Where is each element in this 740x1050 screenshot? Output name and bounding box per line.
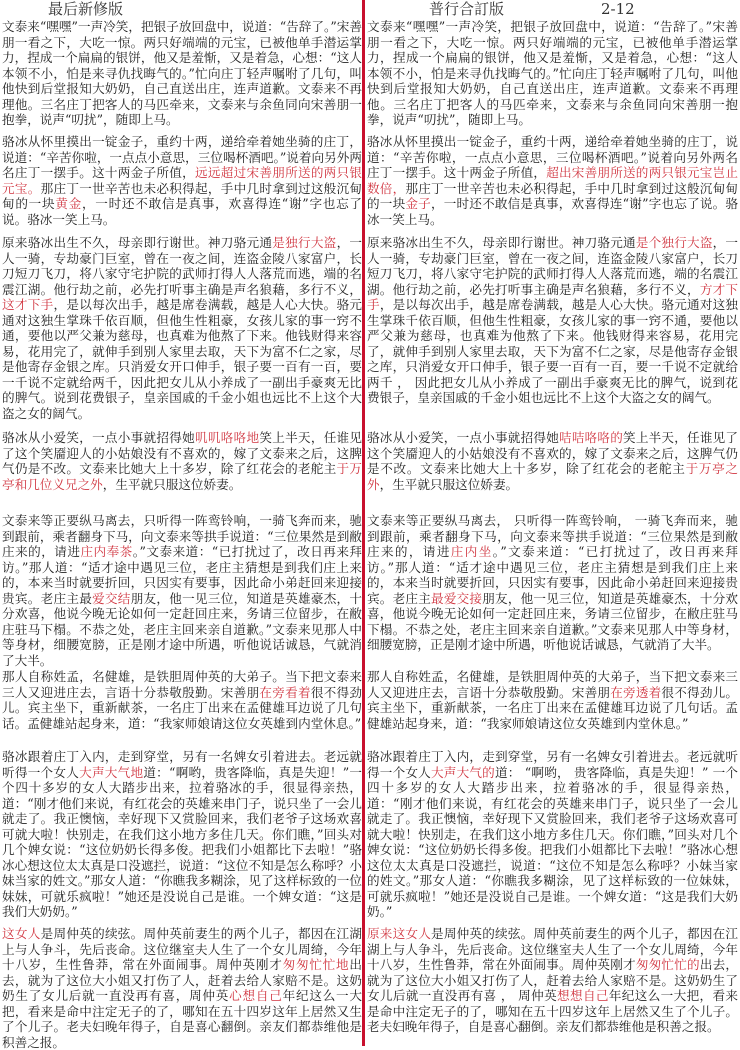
text-segment: 朋友，他一见三位，知道是英雄豪杰，十分欢喜，他说今晚无论如何一定赶回庄来，务请三位留步，在敝庄驻马下榻。不恭之处，老庄主回来亲自道歉。”文泰来见那人中等身材，细腰宽膀，正是刚才途中所遇，听他说话诚恳，气就消了大半。 [367, 590, 739, 652]
revised-text-highlight: 庄内坐 [450, 544, 493, 559]
paragraph-text [367, 926, 738, 1035]
text-segment: 道： “啊哟， 贵客降临，真是失迎！” 一个四十多岁的女人大踏步出来，拉着骆冰的手，很显得亲热，道：“刚才他们来说，有红花会的英雄来串门子，说只坐了一会儿就走了。我正懊恼，幸好现下又赏脸回来，我们老爷子这场欢喜可就大啦！快别走，在我们这小地方多住几天。你们瞧，”回头对几个婢女说：“这位奶奶长得多俊。把我们小姐都比下去啦！”骆冰心想这位太太真是口没遮拦，说道：“这位不知是怎么称呼？小妹当家的姓文。”那女人道：“你瞧我多糊涂，见了这样标致的一位妹妹，可就乐疯啦！”她还是没说自己是谁。一个婢女道：“这是我们大奶奶。” [367, 764, 739, 919]
text-segment: ，是以每次出手，越是席卷满载，越是人心大快。骆元通对这独生掌珠千依百顺，但他生性粗豪，女孩儿家的事一窍不通，要他以严父兼为慈母，也真难为他熬了下来。他钱财得来容易，花用完了，就伸手到别人家里去取，天下为富不仁之家，尽是他寄存金银之库。只消爱女开口伸手，银子要一百有一百，要一千说不定就给两千，因此把女儿从小养成了一副出手豪爽无比的脾气。说到花费银子，皇亲国戚的千金小姐也远比不上这个大盗之女的阔气。 [2, 297, 363, 421]
paragraph-text [2, 430, 362, 492]
text-segment: 文泰来等正要纵马离去， 只听得一阵鸾铃响， 一骑飞奔而来，驰到跟前，乘者翻身下马，向文泰来等拱手说道：“三位果然是到敝庄来的，请进 [367, 513, 738, 559]
text-segment: 。”文泰来道：“已打扰过了，改日再来拜访。”那人道：“适才途中遇见三位，老庄主猜想是到我们庄上来的，本来当时就要折回，只因实有要事，因此命小弟赶回来迎接贵宾。老庄主 [367, 544, 738, 606]
paragraph-text [367, 669, 738, 731]
text-segment: 笑上半天，任谁见了这个笑靥迎人的小姑娘没有不喜欢的，嫁了文泰来之后，这脾气仍是不改。文泰来比她大上十多岁，除了红花会的老舵主 [367, 430, 739, 476]
paragraph-text [367, 513, 738, 653]
paragraph-text [2, 19, 362, 128]
text-segment: 是周仲英的续弦。周仲英前妻生的两个儿子，都因在江湖上与人争斗，先后丧命。这位继室夫人生了一个女儿周绮，今年十八岁，生性鲁莽，常在外面闹事。周仲英刚才 [2, 926, 363, 972]
revised-text-highlight: 超出宋善朋所送的两只银元宝岂止数倍， [367, 165, 739, 196]
column-divider [362, 0, 365, 1046]
right-column-combined-edition [367, 0, 739, 1034]
text-segment: 是周仲英的续弦。周仲英前妻生的两个儿子，都因在江湖上与人争斗，先后丧命。这位继室夫人生了一个女儿周绮，今年十八岁，生性鲁莽，常在外面闹事。周仲英刚才 [367, 926, 739, 972]
right-paragraph-5 [367, 513, 738, 653]
left-column-title: 最后新修版 [48, 0, 124, 18]
text-segment: 骆冰从小爱笑，一点小事就招得她 [367, 430, 560, 445]
paragraph-text [2, 926, 362, 1050]
left-paragraph-8 [2, 926, 362, 1050]
revised-text-highlight: 大声大气的 [430, 764, 495, 780]
revised-text-highlight: 金子 [405, 196, 431, 211]
left-column-header [2, 0, 362, 19]
text-segment: 原来骆冰出生不久，母亲即行谢世。神刀骆元通 [367, 235, 636, 250]
revised-text-highlight: 黄金 [55, 196, 82, 211]
revised-text-highlight: 最爱交接 [431, 590, 483, 606]
right-paragraph-8 [367, 926, 738, 1035]
text-segment: 出去，就为了这位大小姐又打伤了人，赶着去给人家赔不是。这奶奶生了女儿后就一直没再有喜，周仲英 [2, 957, 363, 1003]
right-paragraph-2 [367, 134, 738, 227]
revised-text-highlight: 这女人 [2, 926, 41, 941]
revised-text-highlight: 是独行大盗 [272, 235, 337, 250]
revised-text-highlight: 于万亭之外 [367, 461, 739, 492]
paragraph-text [367, 235, 738, 406]
left-paragraph-5 [2, 513, 362, 668]
page-number: 2-12 [601, 0, 635, 18]
revised-text-highlight: 在旁看着 [259, 684, 311, 700]
revised-text-highlight: 远远超过宋善朋所送的两只银元宝。 [2, 165, 363, 196]
revised-text-highlight: 在旁透着 [610, 684, 662, 700]
revised-text-highlight: 匆匆忙忙地 [282, 957, 350, 972]
text-segment: 那庄丁一世辛苦也未必积得起，手中几时拿到过这般沉甸甸的一块 [2, 180, 363, 211]
paragraph-text [2, 235, 362, 421]
revised-text-highlight: 匆匆忙忙的 [635, 957, 700, 972]
text-segment: 骆冰从怀里摸出一锭金子，重约十两，递给牵着她坐骑的庄丁，说道：“辛苦你啦，一点点小意思，三位喝杯酒吧。”说着向另外两名庄丁一摆手。这十两金子所值， [2, 134, 362, 180]
text-segment: ，一时还不敢信是真事，欢喜得连“谢”字也忘了说。骆冰一笑上马。 [2, 196, 363, 227]
revised-text-highlight: 咭咭咯咯的 [559, 430, 624, 445]
text-segment: 骆冰跟着庄丁入内，走到穿堂，另有一名婢女引着进去。老远就听得一个女人 [2, 749, 362, 780]
text-segment: 骆冰从小爱笑，一点小事就招得她 [2, 430, 196, 445]
text-segment: 很不得劲儿。宾主坐下，重新献茶，一名庄丁出来在孟健雄耳边说了几句话。孟健雄站起身来，道：“我家师娘请这位女英雄到内堂休息。” [2, 684, 363, 731]
right-paragraph-1 [367, 19, 738, 128]
right-paragraph-3 [367, 235, 738, 406]
revised-text-highlight: 于万亭和几位义兄之外 [2, 461, 363, 492]
text-segment: 笑上半天，任谁见了这个笑靥迎人的小姑娘没有不喜欢的，嫁了文泰来之后，这脾气仍是不改。文泰来比她大上十多岁，除了红花会的老舵主 [2, 430, 363, 476]
revised-text-highlight: 原来这女人 [367, 926, 432, 941]
revised-text-highlight: 是个独行大盗 [635, 235, 713, 250]
revised-text-highlight: 爱交结 [92, 590, 131, 606]
revised-text-highlight: 想想自己 [557, 988, 609, 1003]
text-segment: 那人自称姓孟，名健雄，是铁胆周仲英的大弟子，当下把文泰来三人又迎进庄去，言语十分恭敬殷勤。宋善朋 [367, 669, 738, 700]
revised-text-highlight: 庄内奉茶 [80, 544, 133, 559]
text-segment: 文泰来“嘿嘿”一声冷笑，把银子放回盘中，说道：“告辞了。”宋善朋一看之下，大吃一惊。两只好端端的元宝，已被他单手潜运掌力，捏成一个扁扁的银饼，他又是羞惭，又是着急，心想：“这人本领不小，怕是来寻仇找晦气的。”忙向庄丁轻声嘱咐了几句，叫他快到后堂报知大奶奶，自己直送出庄，连声道歉。文泰来不再理他。三名庄丁把客人的马匹牵来，文泰来与余鱼同向宋善朋一抱拳，说声“叨扰”，随即上马。 [2, 19, 362, 127]
text-segment: 很不得劲儿。宾主坐下，重新献茶，一名庄丁出来在孟健雄耳边说了几句话。孟健雄站起身来，道：“我家师娘请这位女英雄到内堂休息。” [367, 684, 739, 731]
paragraph-text [2, 749, 362, 920]
text-segment: 那人自称姓孟，名健雄，是铁胆周仲英的大弟子。当下把文泰来三人又迎进庄去，言语十分恭敬殷勤。宋善朋 [2, 669, 362, 700]
paragraph-text [2, 513, 362, 668]
left-paragraph-1 [2, 19, 362, 128]
text-segment: 出去，就为了这位大小姐又打伤了人，赶着去给人家赔不是。这奶奶生了女儿后就一直没再有喜 ， 周仲英 [367, 957, 739, 1003]
left-paragraph-2 [2, 134, 362, 227]
text-segment: 。”文泰来道：“已打扰过了，改日再来拜访。”那人道：“适才途中遇见三位，老庄主猜想是到我们庄上来的，本来当时就要折回，只因实有要事，因此命小弟赶回来迎接贵宾。老庄主最 [2, 544, 363, 606]
revised-text-highlight: 方才下手 [367, 281, 739, 312]
revised-text-highlight: 叽叽咯咯地 [195, 430, 260, 445]
text-segment: 道：“啊哟，贵客降临，真是失迎！”一个四十多岁的女人大踏步出来，拉着骆冰的手，很显得亲热，道：“刚才他们来说，有红花会的英雄来串门子，说只坐了一会儿就走了。我正懊恼，幸好现下又赏脸回来，我们老爷子这场欢喜可就大啦！快别走，在我们这小地方多住几天。你们瞧，”回头对几个婢女说：“这位奶奶长得多俊。把我们小姐都比下去啦！”骆冰心想这位太太真是口没遮拦，说道：“这位不知是怎么称呼？小妹当家的姓文。”那女人道：“你瞧我多糊涂，见了这样标致的一位妹妹，可就乐疯啦！”她还是没说自己是谁。一个婢女道：“这是我们大奶奶。” [2, 764, 363, 919]
paragraph-text [2, 669, 362, 731]
text-segment: 年纪这么一大把，看来是命中注定无子的了，哪知在五十四岁这年上居然又生了个儿子。老夫妇晚年得子，自是喜心翻倒。亲友们都恭维他是积善之报。 [2, 988, 363, 1050]
revised-text-highlight: 大声大气地 [79, 764, 144, 780]
text-segment: ，生平就只服这位娇妻。 [379, 476, 519, 492]
text-segment: ，一人一骑，专劫豪门巨室，曾在一夜之间，连盗金陵八家富户，长刀短刀飞刀，将八家守宅护院的武师打得人人落荒而逃，端的名震江湖。他行劫之前，必先打听事主确是声名狼藉，多行不义， [2, 235, 363, 297]
paragraph-text [367, 430, 738, 492]
revised-text-highlight: 心想自己 [229, 988, 283, 1003]
paragraph-text [367, 134, 738, 227]
left-paragraph-3 [2, 235, 362, 421]
revised-text-highlight: 这才下手 [2, 297, 54, 312]
right-column-header [367, 0, 738, 19]
text-segment: 文泰来“嘿嘿”一声冷笑，把银子放回盘中，说道：“告辞了。”宋善朋一看之下，大吃一惊。两只好端端的元宝，已被他单手潜运掌力，捏成一个扁扁的银饼，他又是羞惭，又是着急，心想：“这人本领不小，怕是来寻仇找晦气的。”忙向庄丁轻声嘱咐了几句，叫他快到后堂报知大奶奶，自己直送出庄，连声道歉。文泰来不再理他。三名庄丁把客人的马匹牵来，文泰来与余鱼同向宋善朋一抱拳，说声“叨扰”，随即上马。 [367, 19, 738, 127]
text-segment: ，一人一骑，专劫豪门巨室，曾在一夜之间，连盗金陵八家富户，长刀短刀飞刀，将八家守宅护院的武师打得人人落荒而逃，端的名震江湖。他行劫之前，必先打听事主确是声名狼藉，多行不义， [367, 235, 739, 297]
text-segment: 年纪这么一大把，看来是命中注定无子的了，哪知在五十四岁这年上居然又生了个儿子。老夫妇晚年得子，自是喜心翻倒。亲友们都恭维他是积善之报。 [367, 988, 739, 1034]
text-segment: 骆冰从怀里摸出一锭金子，重约十两，递给牵着她坐骑的庄丁，说道：“辛苦你啦，一点点小意思，三位喝杯酒吧。”说着向另外两名庄丁一摆手。这十两金子所值， [367, 134, 738, 180]
right-column-title: 普行合訂版 [429, 0, 505, 18]
paragraph-text [367, 749, 738, 920]
left-paragraph-6 [2, 669, 362, 731]
left-column-latest-revision [2, 0, 363, 1050]
text-segment: 原来骆冰出生不久，母亲即行谢世。神刀骆元通 [2, 235, 273, 250]
left-paragraph-4 [2, 430, 362, 492]
paragraph-text [367, 19, 738, 128]
text-segment: 骆冰跟着庄丁入内，走到穿堂，另有一名婢女引着进去。老远就听得一个女人 [367, 749, 738, 780]
text-segment: 朋友，他一见三位，知道是英雄豪杰，十分欢喜，他说今晚无论如何一定赶回庄来，务请三位留步，在敝庄驻马下榻。不恭之处，老庄主回来亲自道歉。”文泰来见那人中等身材，细腰宽膀，正是刚才途中所遇，听他说话诚恳，气就消了大半。 [2, 590, 363, 668]
paragraph-text [2, 134, 362, 227]
left-paragraph-7 [2, 749, 362, 920]
text-segment: ，是以每次出手，越是席卷满载，越是人心大快。骆元通对这独生掌珠千依百顺，但他生性粗豪，女孩儿家的事一窍不通，要他以严父兼为慈母，也真难为他熬了下来。他钱财得来容易，花用完了，就伸手到别人家里去取，天下为富不仁之家，尽是他寄存金银之库，只消爱女开口伸手，银子要一百有一百，要一千说不定就给两千 ， 因此把女儿从小养成了一副出手豪爽无比的脾气，说到花费银子，皇亲国戚的千金小姐也远比不上这个大盗之女的阔气。 [367, 297, 739, 405]
text-segment: ，一时还不敢信是真事，欢喜得连“谢”字也忘了说。骆冰一笑上马。 [367, 196, 739, 227]
text-segment: 那庄丁一世辛苦也未必积得起，手中几时拿到过这般沉甸甸的一块 [367, 180, 739, 211]
text-segment: 文泰来等正要纵马离去，只听得一阵鸾铃响，一骑飞奔而来，驰到跟前，乘者翻身下马，向文泰来等拱手说道：“三位果然是到敝庄来的，请进 [2, 513, 362, 559]
right-paragraph-7 [367, 749, 738, 920]
right-paragraph-4 [367, 430, 738, 492]
right-paragraph-6 [367, 669, 738, 731]
text-segment: ，生平就只服这位娇妻。 [102, 476, 242, 492]
